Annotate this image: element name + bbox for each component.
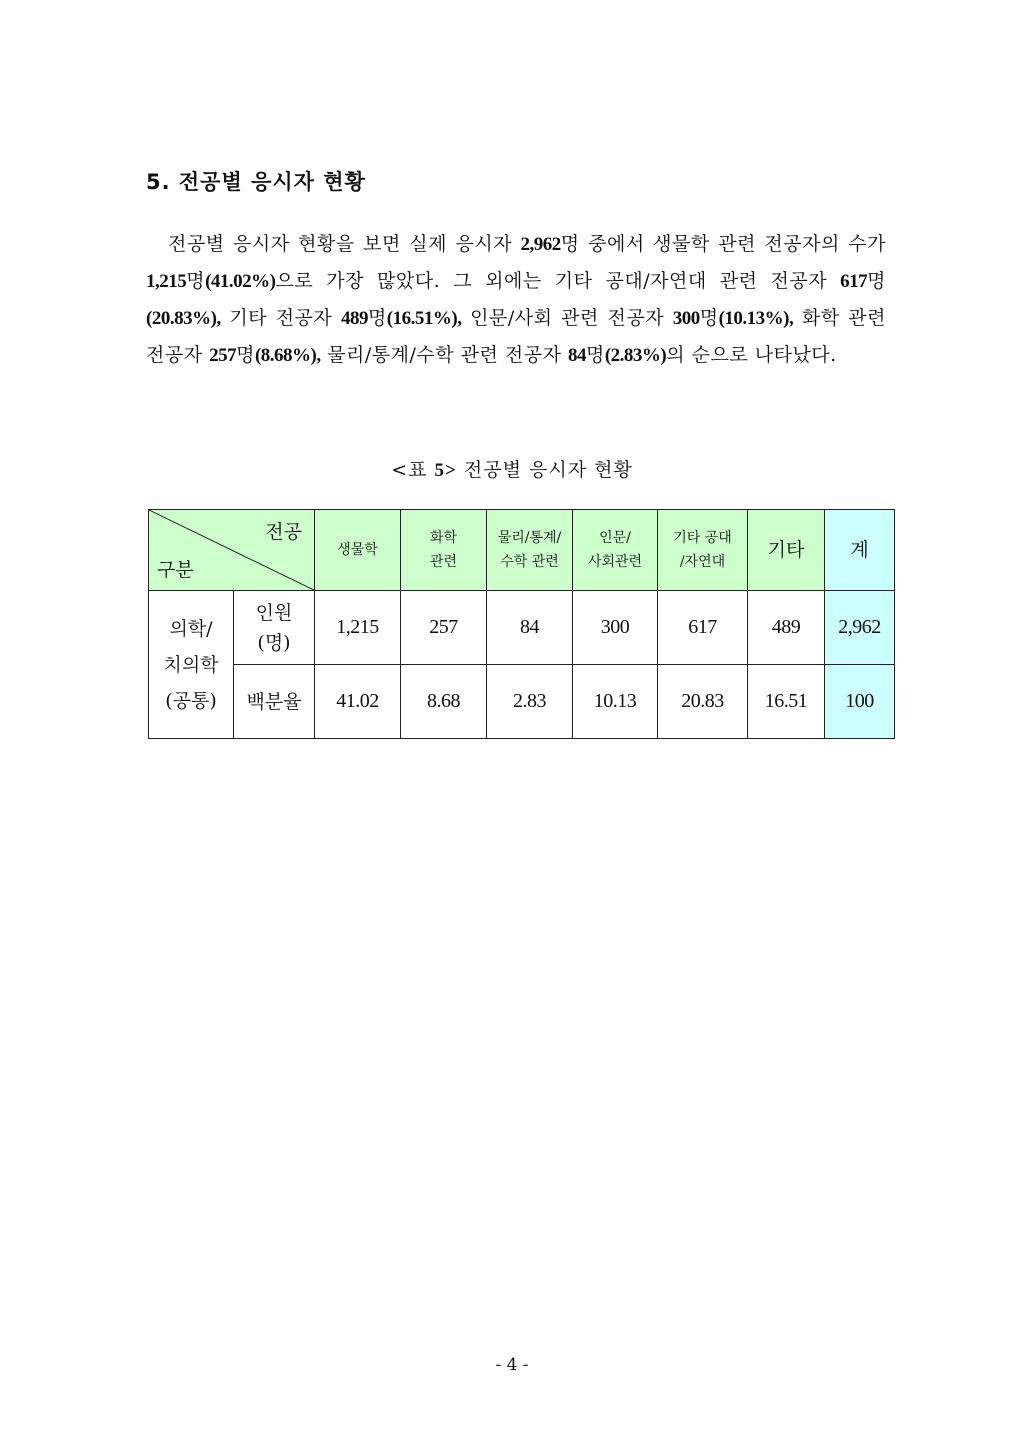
paragraph-text: 명 중에서 생물학 관련 전공자의 수가 (560, 233, 886, 255)
row-label-count (234, 591, 315, 665)
table-cell: 8.68 (401, 665, 487, 739)
group-label-cell (149, 591, 234, 739)
col-header-other-eng-science (658, 510, 748, 591)
paragraph-number: (2.83%) (604, 345, 667, 366)
page-number: - 4 - (495, 1355, 529, 1375)
body-paragraph (146, 226, 886, 374)
table-cell: 10.13 (573, 665, 658, 739)
col-header-physics-stats-math (487, 510, 573, 591)
paragraph-number: 2,962 (520, 234, 561, 255)
table-cell: 84 (487, 591, 573, 665)
table-cell: 20.83 (658, 665, 748, 739)
paragraph-number: 1,215 (146, 271, 187, 292)
paragraph-number: (10.13%), (718, 308, 794, 329)
table-cell: 489 (748, 591, 825, 665)
table-cell: 257 (401, 591, 487, 665)
table-cell-total: 2,962 (825, 591, 895, 665)
col-header-humanities-social (573, 510, 658, 591)
caption-title: 전공별 응시자 현황 (456, 459, 633, 481)
col-header-line: 관련 (429, 554, 458, 570)
table-caption (0, 455, 1024, 482)
corner-major-label: 전공 (265, 521, 302, 543)
row-label-line: 인원 (255, 601, 293, 624)
paragraph-number: 617 (840, 271, 868, 292)
paragraph-number: (41.02%) (205, 271, 276, 292)
paragraph-text: 명 (367, 307, 387, 329)
table-cell: 300 (573, 591, 658, 665)
row-label-line: 백분율 (246, 690, 302, 713)
col-header-line: 사회관련 (587, 554, 643, 570)
row-label-percent (234, 665, 315, 739)
table-header-row (149, 510, 895, 591)
table-cell: 2.83 (487, 665, 573, 739)
major-applicants-table (148, 509, 895, 739)
paragraph-text: 기타 전공자 (220, 307, 341, 329)
corner-category-label: 구분 (157, 559, 194, 581)
col-header-line: 수학 관련 (500, 554, 559, 570)
paragraph-number: 300 (672, 308, 700, 329)
corner-header-cell (149, 510, 315, 591)
paragraph-text: 명 (186, 270, 206, 292)
caption-open: <표 (391, 459, 435, 481)
table-cell: 617 (658, 591, 748, 665)
paragraph-number: (8.68%), (254, 345, 321, 366)
paragraph-text: 화학 관련 전공자 (146, 307, 887, 366)
col-header-line: 물리/통계/ (497, 530, 562, 546)
paragraph-number: 84 (567, 345, 586, 366)
col-header-line: 계 (850, 539, 869, 561)
col-header-line: 생물학 (337, 542, 378, 558)
paragraph-text: 의 순으로 나타났다. (666, 344, 837, 366)
col-header-chemistry (401, 510, 487, 591)
col-header-line: 기타 (767, 539, 805, 561)
paragraph-text: 인문/사회 관련 전공자 (461, 307, 673, 329)
table-row-percent (149, 665, 895, 739)
table-cell-total: 100 (825, 665, 895, 739)
paragraph-text: 명 (585, 344, 605, 366)
paragraph-number: 489 (340, 308, 368, 329)
col-header-line: /자연대 (679, 554, 726, 570)
col-header-line: 인문/ (599, 530, 631, 546)
paragraph-number: 257 (209, 345, 237, 366)
col-header-line: 기타 공대 (673, 530, 732, 546)
table-row-count (149, 591, 895, 665)
table-cell: 1,215 (315, 591, 401, 665)
paragraph-text: 명 (699, 307, 719, 329)
paragraph-text: 명 (236, 344, 255, 366)
section-heading: 5. 전공별 응시자 현황 (146, 170, 366, 194)
caption-number: 5> (434, 460, 457, 481)
table-cell: 16.51 (748, 665, 825, 739)
col-header-total (825, 510, 895, 591)
paragraph-text: 으로 가장 많았다. 그 외에는 기타 공대/자연대 관련 전공자 (275, 270, 841, 292)
col-header-other (748, 510, 825, 591)
group-label-line: 치의학 (163, 653, 219, 676)
paragraph-text: 명 (867, 270, 886, 292)
paragraph-number: (16.51%), (386, 308, 462, 329)
group-label-line: (공통) (165, 689, 217, 712)
row-label-line: (명) (257, 631, 291, 654)
col-header-biology (315, 510, 401, 591)
group-label-line: 의학/ (169, 617, 213, 640)
paragraph-number: (20.83%), (146, 308, 221, 329)
col-header-line: 화학 (429, 530, 458, 546)
paragraph-text: 전공별 응시자 현황을 보면 실제 응시자 (168, 233, 521, 255)
table-cell: 41.02 (315, 665, 401, 739)
paragraph-text: 물리/통계/수학 관련 전공자 (320, 344, 568, 366)
